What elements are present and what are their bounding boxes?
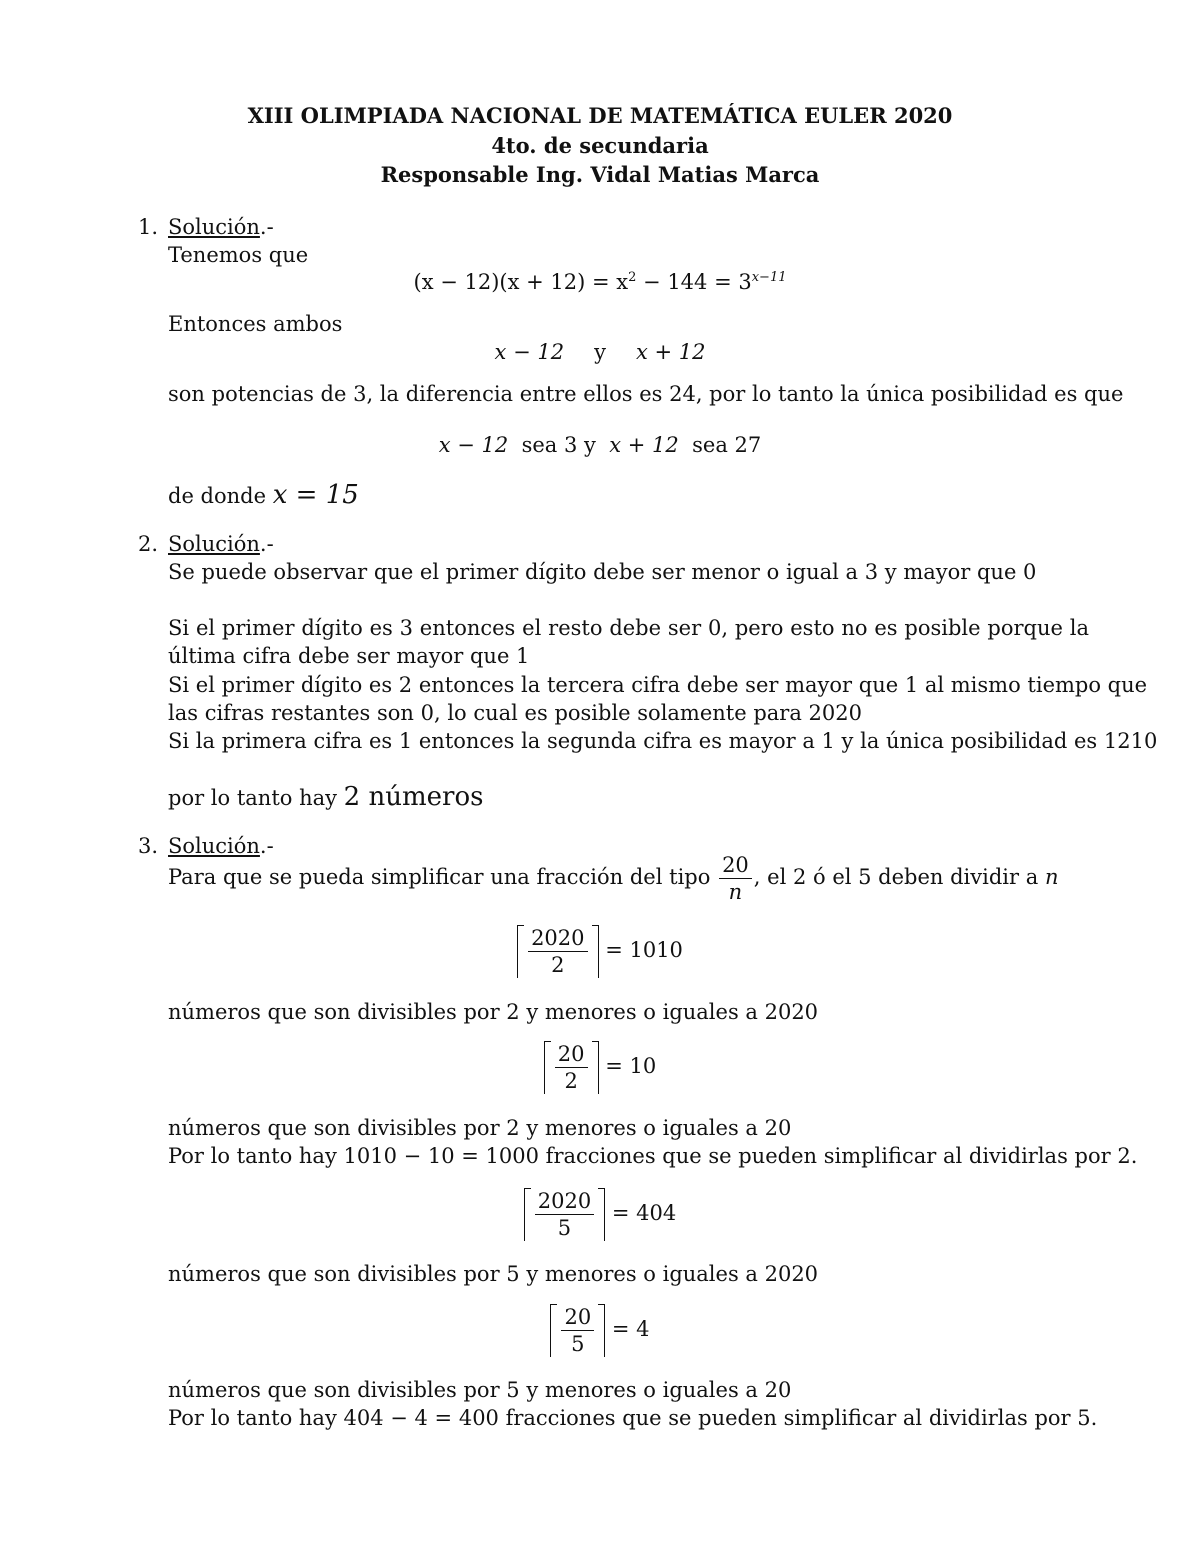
solution-3-label: Solución bbox=[168, 834, 260, 858]
solution-3-text-1: números que son divisibles por 2 y menores o iguales a 2020 bbox=[168, 1000, 819, 1024]
solution-3-number: 3. bbox=[138, 834, 159, 858]
solution-2-line-3: última cifra debe ser mayor que 1 bbox=[168, 644, 530, 668]
solution-3-text-3: Por lo tanto hay 1010 − 10 = 1000 fracciones que se pueden simplificar al dividirlas por 2. bbox=[168, 1144, 1138, 1168]
fraction-denominator: n bbox=[728, 880, 743, 904]
f1-result: = 1010 bbox=[605, 938, 683, 962]
solution-3-text-6: Por lo tanto hay 404 − 4 = 400 fracciones que se pueden simplificar al dividirlas por 5. bbox=[168, 1406, 1098, 1430]
solution-1-line-2: Entonces ambos bbox=[168, 312, 343, 336]
ceiling-2020-over-5 bbox=[0, 1188, 1200, 1241]
solution-3-text-4: números que son divisibles por 5 y menores o iguales a 2020 bbox=[168, 1262, 819, 1286]
eq2-conj: y bbox=[594, 340, 606, 364]
sol3-intro-var: n bbox=[1044, 865, 1059, 889]
solution-2-result bbox=[168, 782, 483, 812]
result-2-text: por lo tanto hay bbox=[168, 786, 337, 810]
f2-result: = 10 bbox=[605, 1054, 657, 1078]
eq1-exponent-1: 2 bbox=[628, 270, 637, 285]
f3-denominator: 5 bbox=[557, 1216, 572, 1240]
eq2-part-a: x − 12 bbox=[494, 340, 565, 364]
sol3-intro-b: , el 2 ó el 5 deben dividir a bbox=[753, 865, 1039, 889]
solution-1-heading bbox=[168, 215, 274, 239]
solution-1-number: 1. bbox=[138, 215, 159, 239]
solution-3-line-1 bbox=[168, 852, 1058, 905]
f1-numerator: 2020 bbox=[528, 925, 587, 952]
eq1-part-b: − 144 = 3 bbox=[636, 270, 752, 294]
f2-denominator: 2 bbox=[564, 1069, 578, 1093]
f3-numerator: 2020 bbox=[535, 1188, 594, 1215]
result-1-text: de donde bbox=[168, 484, 267, 508]
ceiling-2020-over-2 bbox=[0, 925, 1200, 978]
solution-1-equation-3 bbox=[0, 433, 1200, 457]
solution-1-result bbox=[168, 480, 359, 510]
eq3-part-d: sea 27 bbox=[692, 433, 762, 457]
f3-result: = 404 bbox=[611, 1201, 677, 1225]
solution-1-line-3: son potencias de 3, la diferencia entre ellos es 24, por lo tanto la única posibilidad es que bbox=[168, 382, 1124, 406]
solution-2-line-4: Si el primer dígito es 2 entonces la tercera cifra debe ser mayor que 1 al mismo tiempo que bbox=[168, 673, 1148, 697]
solution-1-equation-2 bbox=[0, 340, 1200, 364]
sol3-intro-a: Para que se pueda simplificar una fracción del tipo bbox=[168, 865, 711, 889]
ceiling-20-over-2 bbox=[0, 1041, 1200, 1094]
solution-3-text-5: números que son divisibles por 5 y menores o iguales a 20 bbox=[168, 1378, 792, 1402]
result-1-value: x = 15 bbox=[272, 480, 359, 510]
solution-1-equation-1 bbox=[0, 270, 1200, 294]
solution-2-line-2: Si el primer dígito es 3 entonces el resto debe ser 0, pero esto no es posible porque la bbox=[168, 616, 1089, 640]
solution-2-dash: .- bbox=[259, 532, 274, 556]
solution-2-line-5: las cifras restantes son 0, lo cual es posible solamente para 2020 bbox=[168, 701, 862, 725]
f4-denominator: 5 bbox=[571, 1332, 585, 1356]
solution-2-line-1: Se puede observar que el primer dígito debe ser menor o igual a 3 y mayor que 0 bbox=[168, 560, 1037, 584]
eq1-part-a: (x − 12)(x + 12) = x bbox=[413, 270, 629, 294]
document-title: XIII OLIMPIADA NACIONAL DE MATEMÁTICA EULER 2020 bbox=[247, 103, 953, 128]
fraction-numerator: 20 bbox=[719, 852, 752, 879]
solution-1-dash: .- bbox=[259, 215, 274, 239]
f1-denominator: 2 bbox=[551, 953, 565, 977]
eq1-exponent-2: x−11 bbox=[751, 270, 787, 285]
solution-2-line-6: Si la primera cifra es 1 entonces la segunda cifra es mayor a 1 y la única posibilidad es 1210 bbox=[168, 729, 1158, 753]
f4-numerator: 20 bbox=[561, 1304, 594, 1331]
solution-3-dash: .- bbox=[259, 834, 274, 858]
eq3-part-b: sea 3 y bbox=[521, 433, 596, 457]
solution-1-label: Solución bbox=[168, 215, 260, 239]
ceiling-20-over-5 bbox=[0, 1304, 1200, 1357]
eq3-part-c: x + 12 bbox=[609, 433, 679, 457]
f2-numerator: 20 bbox=[555, 1041, 588, 1068]
eq2-part-b: x + 12 bbox=[635, 340, 706, 364]
solution-1-line-1: Tenemos que bbox=[168, 243, 309, 267]
f4-result: = 4 bbox=[611, 1317, 650, 1341]
eq3-part-a: x − 12 bbox=[438, 433, 509, 457]
result-2-value: 2 números bbox=[343, 782, 484, 812]
solution-2-heading bbox=[168, 532, 274, 556]
solution-2-label: Solución bbox=[168, 532, 260, 556]
fraction-20-over-n bbox=[719, 852, 752, 905]
document-grade: 4to. de secundaria bbox=[491, 133, 709, 158]
solution-2-number: 2. bbox=[138, 532, 159, 556]
document-responsible: Responsable Ing. Vidal Matias Marca bbox=[380, 162, 820, 187]
solution-3-text-2: números que son divisibles por 2 y menores o iguales a 20 bbox=[168, 1116, 792, 1140]
